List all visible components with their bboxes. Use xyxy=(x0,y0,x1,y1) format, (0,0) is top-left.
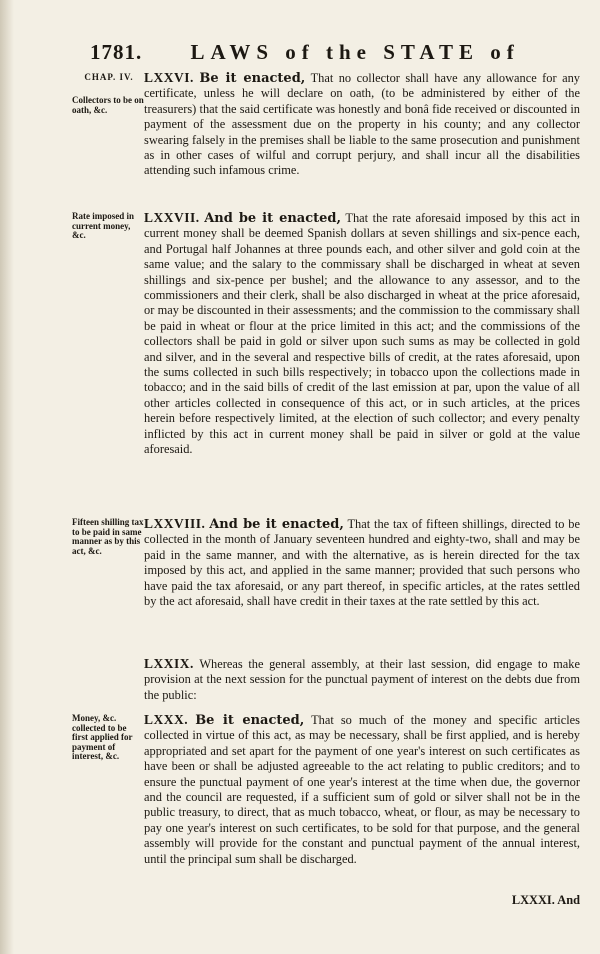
catchword: LXXXI. And xyxy=(511,893,580,907)
page-year: 1781. xyxy=(90,40,143,64)
section-body: That so much of the money and specific articles collected in virtue of this act, as may be necessary, shall be first applied, and is hereby appropriated and set apart for the payment of one year's interest on such certificates as have been or shall be adjusted agreeable to the act relating to public creditors; and to ensure the punctual payment of one year's interest at the time when due, the governor and the council are requested, if a sufficient sum of gold or silver shall not be in the public treasury, to direct, that as much tobacco, wheat, or flour, as may be necessary to pay one year's interest on such certificates, to be sold for that purpose, and the general assembly will provide for the constant and punctual payment of the annual interest, until the principal sum shall be discharged. xyxy=(144,713,580,866)
side-note: Money, &c. collected to be first applied for payment of interest, &c. xyxy=(72,713,133,761)
section-number: LXXIX. xyxy=(144,656,194,671)
section-opening: Be it enacted, xyxy=(199,71,306,86)
running-header xyxy=(90,40,560,68)
side-note: Collectors to be on oath, &c. xyxy=(72,95,144,115)
section-body: That the rate aforesaid imposed by this act in current money shall be deemed Spanish dollars at seven shillings and six-pence each, and Portugal half Johannes at three pounds each, and other silver and gold coin at the same value; and the salary to the commissary shall be discharged in wheat at seven shillings and six-pence per bushel; and the allowance to any assessor, and to the commissioners and their clerk, shall be also discharged in wheat at the price aforesaid, or may be discounted in their assessments; and the commission to the commissary shall be paid in wheat or flour at the price limited in this act; and the commissions of the collectors shall be paid in gold or silver upon such sums as may be collected in gold and silver, and in the several and respective bills of credit, at the rates aforesaid, upon the sums collected in such bills respectively; in tobacco upon the collections made in tobacco; and in the said bills of credit of the last emission at par, upon the value of all other articles collected in consequence of this act, or in such articles, at the prices herein before respectively limited, at the election of such collector; and every penalty inflicted by this act in current money shall be paid in silver or gold at the value aforesaid. xyxy=(144,211,581,457)
chapter-label: CHAP. IV. xyxy=(84,72,134,82)
section-number: LXXVI. xyxy=(144,70,194,85)
side-note: Rate imposed in current money, &c. xyxy=(72,211,135,240)
running-title: LAWS of the STATE of xyxy=(190,40,520,64)
section-number: LXXVII. xyxy=(144,210,200,225)
section-opening: Be it enacted, xyxy=(195,713,305,728)
section-opening: And be it enacted, xyxy=(209,517,344,532)
section-paragraph xyxy=(144,210,580,458)
section-body: That the tax of fifteen shillings, directed to be collected in the month of January seventeen hundred and eighty-two, shall and may be paid in the same manner, and with the alternative, as is herein directed for the tax imposed by this act, and applied in the same manner; provided that such persons who have paid the tax aforesaid, or any part thereof, in specific articles, at the rates settled by the act aforesaid, shall have credit in their taxes at the rate settled by this act. xyxy=(144,517,581,609)
side-note: Fifteen shilling tax to be paid in same manner as by this act, &c. xyxy=(72,517,144,556)
section-paragraph xyxy=(144,656,580,703)
section-paragraph xyxy=(144,70,580,179)
section-body: That no collector shall have any allowance for any certificate, unless he will declare on oath, (to be administered by either of the treasurers) that the said certificate was honestly and bonâ fide received or discounted in payment of the assessment due on the property in his county; and any collector swearing falsely in the premises shall be liable to the same prosecution and punishment as in other cases of wilful and corrupt perjury, and shall incur all the disabilities attending such infamous crime. xyxy=(144,71,580,178)
section-body: Whereas the general assembly, at their last session, did engage to make provision at the next session for the punctual payment of interest on the debts due from the public: xyxy=(144,657,580,702)
scan-edge-shadow xyxy=(0,0,14,954)
section-paragraph xyxy=(144,712,580,867)
section-number: LXXVIII. xyxy=(144,516,206,531)
section-number: LXXX. xyxy=(144,712,189,727)
section-paragraph xyxy=(144,516,580,609)
section-opening: And be it enacted, xyxy=(204,211,342,226)
